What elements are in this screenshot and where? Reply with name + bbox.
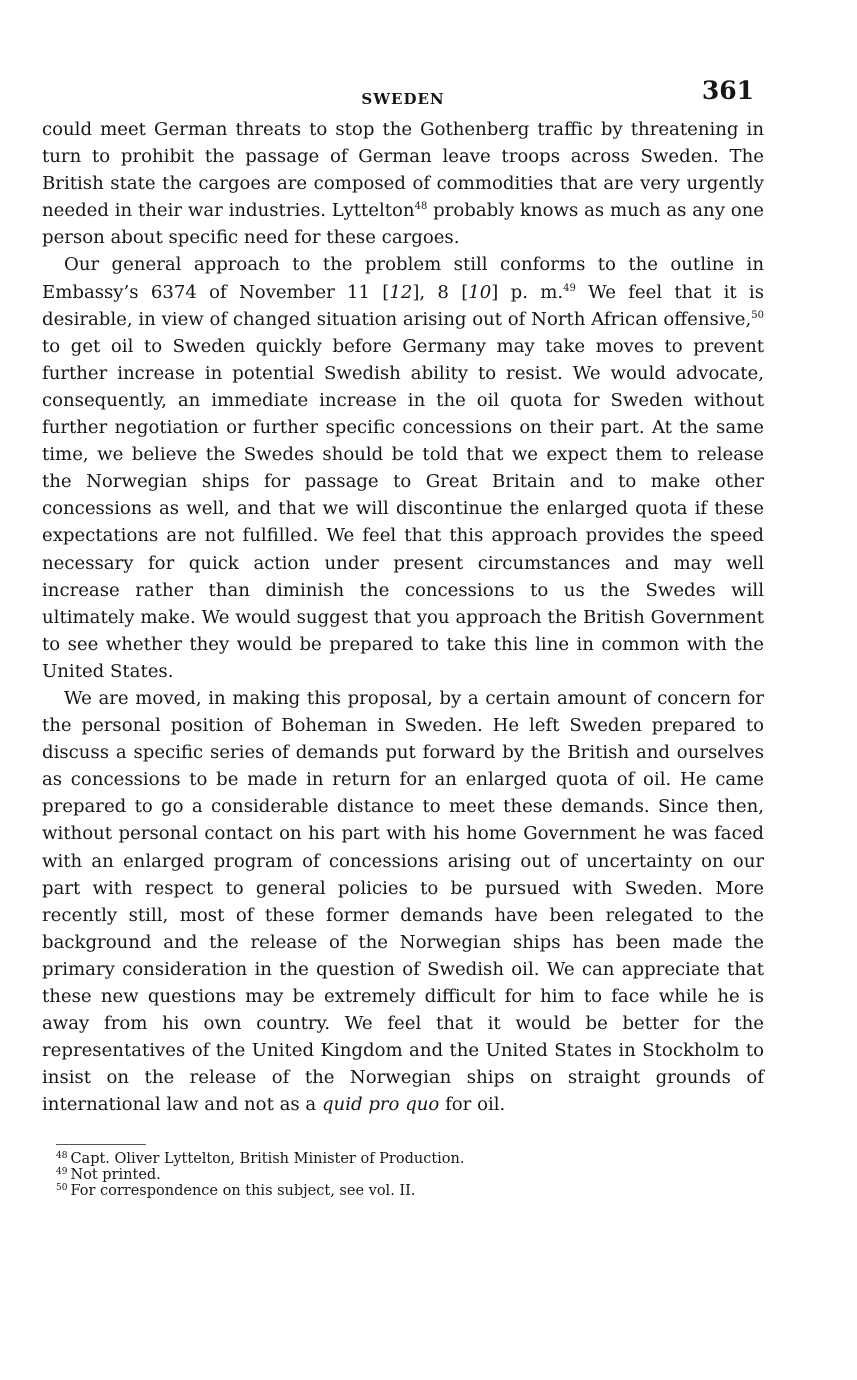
footnote-text: Not printed. [70, 1167, 161, 1184]
italic-text: 12 [389, 281, 413, 303]
italic-text: 10 [468, 281, 492, 303]
text-run: probably knows as much as any one person about specific need for these cargoes. [42, 200, 764, 249]
footnote-49 [42, 1167, 764, 1183]
footnotes [42, 1138, 764, 1199]
footnote-50 [42, 1183, 764, 1199]
footnote-48 [42, 1151, 764, 1167]
text-run: ] p. m. [491, 281, 564, 303]
page-number: 361 [701, 76, 754, 105]
footnote-mark: 48 [56, 1150, 68, 1161]
footnote-ref: 49 [563, 282, 576, 294]
text-run: could meet German threats to stop the Gothenberg traffic by threatening in turn to prohibit the passage of German leave troops across Sweden. The British state the cargoes are composed of commodities that are very urgently needed in their war industries. Lyttelton [42, 119, 764, 222]
text-run: Our general approach to the problem still conforms to the outline in Embassy’s 6374 of November 11 [ [42, 254, 764, 303]
footnote-ref: 48 [414, 201, 428, 213]
footnote-text: Capt. Oliver Lyttelton, British Minister of Production. [70, 1151, 465, 1168]
footnote-mark: 49 [56, 1166, 68, 1177]
paragraph-2 [42, 251, 764, 685]
text-run: We are moved, in making this proposal, by a certain amount of concern for the personal position of Boheman in Sweden. He left Sweden prepared to discuss a specific series of demands put forward by the British and ourselves as concessions to be made in return for an enlarged quota of oil. He came prepared to go a considerable distance to meet these demands. Since then, without personal contact on his part with his home Government he was faced with an enlarged program of concessions arising out of uncertainty on our part with respect to general policies to be pursued with Sweden. More recently still, most of these former demands have been relegated to the background and the release of the Norwegian ships has been made the primary consideration in the question of Swedish oil. We can appreciate that these new questions may be extremely difficult for him to face while he is away from his own country. We feel that it would be better for the representatives of the United Kingdom and the United States in Stockholm to insist on the release of the Norwegian ships on straight grounds of international law and not as a [42, 687, 764, 1116]
body-text [42, 116, 764, 1118]
footnote-ref: 50 [751, 309, 764, 321]
paragraph-3 [42, 685, 764, 1119]
footnote-rule [56, 1144, 146, 1145]
footnote-mark: 50 [56, 1182, 68, 1193]
page-header [42, 72, 764, 116]
text-run: We feel that it is desirable, in view of changed situation arising out of North African offensive, [42, 281, 764, 330]
document-page [42, 72, 764, 1199]
text-run: ], 8 [ [412, 281, 469, 303]
running-head: SWEDEN [361, 90, 445, 108]
paragraph-1 [42, 116, 764, 251]
italic-text: quid pro quo [321, 1094, 440, 1116]
text-run: to get oil to Sweden quickly before Germany may take moves to prevent further increase in potential Swedish ability to resist. We would advocate, consequently, an immediate increase in the oil quota for Sweden without further negotiation or further specific concessions on their part. At the same time, we believe the Swedes should be told that we expect them to release the Norwegian ships for passage to Great Britain and to make other concessions as well, and that we will discontinue the enlarged quota if these expectations are not fulfilled. We feel that this approach provides the speed necessary for quick action under present circumstances and may well increase rather than diminish the concessions to us the Swedes will ultimately make. We would suggest that you approach the British Government to see whether they would be prepared to take this line in common with the United States. [42, 335, 764, 682]
text-run: for oil. [439, 1094, 506, 1116]
footnote-text: For correspondence on this subject, see vol. II. [70, 1183, 416, 1200]
